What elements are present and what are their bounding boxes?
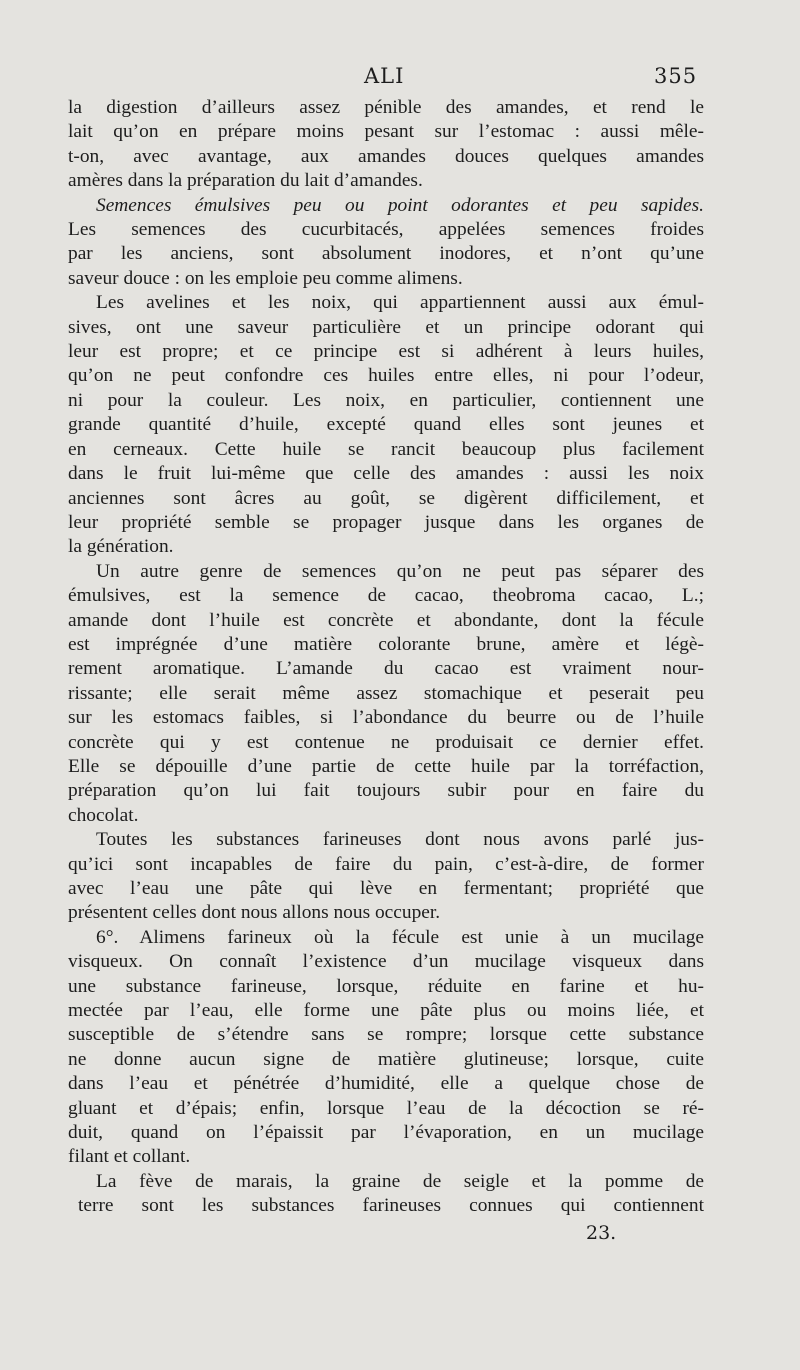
text-line: 6°. Alimens farineux où la fécule est unie à un mucilage — [96, 926, 704, 948]
text-line: Toutes les substances farineuses dont nous avons parlé jus- — [96, 829, 704, 851]
text-line: par les anciens, sont absolument inodores, et n’ont qu’une — [68, 243, 704, 265]
text-line: dans l’eau et pénétrée d’humidité, elle a quelque chose de — [68, 1073, 704, 1095]
text-line: terre sont les substances farineuses connues qui contiennent — [78, 1195, 704, 1217]
text-line: concrète qui y est contenue ne produisait ce dernier effet. — [68, 731, 704, 753]
text-line: est imprégnée d’une matière colorante brune, amère et légè- — [68, 633, 704, 655]
text-line: anciennes sont âcres au goût, se digèrent difficilement, et — [68, 487, 704, 509]
text-line: Les semences des cucurbitacés, appelées semences froides — [68, 219, 704, 241]
text-line: amande dont l’huile est concrète et abondante, dont la fécule — [68, 609, 704, 631]
text-line: ni pour la couleur. Les noix, en particulier, contiennent une — [68, 389, 704, 411]
text-line: qu’on ne peut confondre ces huiles entre elles, ni pour l’odeur, — [68, 365, 704, 387]
text-line: amères dans la préparation du lait d’amandes. — [68, 170, 423, 192]
text-line: présentent celles dont nous allons nous occuper. — [68, 902, 441, 924]
text-line: ne donne aucun signe de matière glutineuse; lorsque, cuite — [68, 1048, 704, 1070]
text-line: duit, quand on l’épaissit par l’évaporation, en un mucilage — [68, 1122, 704, 1144]
text-line: sur les estomacs faibles, si l’abondance du beurre ou de l’huile — [68, 707, 704, 729]
body-text — [68, 96, 704, 1219]
text-line: susceptible de s’étendre sans se rompre; lorsque cette substance — [68, 1024, 704, 1046]
text-line: filant et collant. — [68, 1146, 191, 1168]
text-line: t-on, avec avantage, aux amandes douces quelques amandes — [68, 145, 704, 167]
text-line: dans le fruit lui-même que celle des amandes : aussi les noix — [68, 463, 704, 485]
text-line: qu’ici sont incapables de faire du pain, c’est-à-dire, de former — [68, 853, 704, 875]
text-line: saveur douce : on les emploie peu comme alimens. — [68, 267, 463, 289]
text-line: chocolat. — [68, 804, 139, 826]
text-line: La fève de marais, la graine de seigle et la pomme de — [96, 1170, 704, 1192]
text-line: leur est propre; et ce principe est si adhérent à leurs huiles, — [68, 341, 704, 363]
text-line: Un autre genre de semences qu’on ne peut pas séparer des — [96, 560, 704, 582]
text-line: leur propriété semble se propager jusque dans les organes de — [68, 511, 704, 533]
text-line: mectée par l’eau, elle forme une pâte plus ou moins liée, et — [68, 1000, 704, 1022]
running-title: ALI — [364, 64, 405, 88]
text-line: émulsives, est la semence de cacao, theobroma cacao, L.; — [68, 585, 704, 607]
page-number: 355 — [654, 64, 698, 88]
running-header — [0, 64, 800, 94]
text-line: Les avelines et les noix, qui appartiennent aussi aux émul- — [96, 292, 704, 314]
text-line: Semences émulsives peu ou point odorantes et peu sapides. — [96, 194, 704, 216]
text-line: en cerneaux. Cette huile se rancit beaucoup plus facilement — [68, 438, 704, 460]
text-line: gluant et d’épais; enfin, lorsque l’eau de la décoction se ré- — [68, 1097, 704, 1119]
text-line: grande quantité d’huile, excepté quand elles sont jeunes et — [68, 414, 704, 436]
text-line: rissante; elle serait même assez stomachique et peserait peu — [68, 682, 704, 704]
text-line: sives, ont une saveur particulière et un principe odorant qui — [68, 316, 704, 338]
signature-mark: 23. — [586, 1222, 617, 1244]
text-line: lait qu’on en prépare moins pesant sur l’estomac : aussi mêle- — [68, 121, 704, 143]
text-line: rement aromatique. L’amande du cacao est vraiment nour- — [68, 658, 704, 680]
text-line: préparation qu’on lui fait toujours subir pour en faire du — [68, 780, 704, 802]
text-line: la génération. — [68, 536, 174, 558]
text-line: Elle se dépouille d’une partie de cette huile par la torréfaction, — [68, 755, 704, 777]
text-line: une substance farineuse, lorsque, réduite en farine et hu- — [68, 975, 704, 997]
text-line: la digestion d’ailleurs assez pénible des amandes, et rend le — [68, 97, 704, 118]
text-line: avec l’eau une pâte qui lève en fermentant; propriété que — [68, 878, 704, 899]
text-line: visqueux. On connaît l’existence d’un mucilage visqueux dans — [68, 951, 704, 973]
